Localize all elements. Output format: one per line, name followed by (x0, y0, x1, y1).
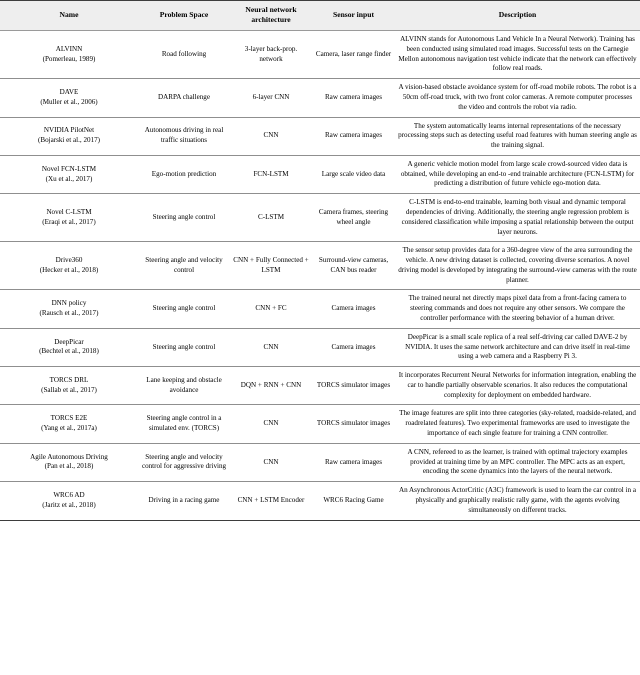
cell-description (395, 367, 640, 405)
cell-name (0, 242, 138, 290)
cell-architecture: CNN + Fully Connected + LSTM (230, 242, 312, 290)
cell-architecture: CNN (230, 117, 312, 155)
cell-name (0, 290, 138, 328)
cell-description (395, 328, 640, 366)
cell-sensor-input: TORCS simulator images (312, 405, 395, 443)
cell-problem-space: DARPA challenge (138, 79, 230, 117)
system-citation: (Xu et al., 2017) (45, 174, 93, 183)
cell-sensor-input: Raw camera images (312, 79, 395, 117)
system-name: DeepPicar (54, 337, 84, 346)
cell-sensor-input: Surround-view cameras, CAN bus reader (312, 242, 395, 290)
cell-sensor-input: WRC6 Racing Game (312, 482, 395, 520)
system-citation: (Hecker et al., 2018) (39, 265, 99, 274)
cell-problem-space: Ego-motion prediction (138, 155, 230, 193)
system-name: Agile Autonomous Driving (30, 452, 108, 461)
column-header-description: Description (395, 1, 640, 31)
system-name: WRC6 AD (53, 491, 85, 500)
cell-sensor-input: Camera images (312, 328, 395, 366)
table-row (0, 117, 640, 155)
header-row (0, 1, 640, 31)
table-row (0, 482, 640, 520)
column-header-problem-space: Problem Space (138, 1, 230, 31)
system-name: ALVINN (55, 44, 83, 53)
system-citation: (Bechtel et al., 2018) (39, 347, 99, 356)
cell-architecture: CNN + FC (230, 290, 312, 328)
cell-sensor-input: Raw camera images (312, 117, 395, 155)
cell-architecture: CNN + LSTM Encoder (230, 482, 312, 520)
cell-description (395, 117, 640, 155)
system-citation: (Yang et al., 2017a) (41, 424, 97, 433)
column-header-architecture: Neural network architecture (230, 1, 312, 31)
cell-problem-space: Steering angle and velocity control (138, 242, 230, 290)
cell-architecture: CNN (230, 328, 312, 366)
cell-problem-space: Steering angle control (138, 328, 230, 366)
cell-name (0, 194, 138, 242)
table-header (0, 1, 640, 31)
description-text: A generic vehicle motion model from large scale crowd-sourced video data is obtained, while developing an end-to -end trainable architecture (FCN-LSTM) for predicting a distribution of future vehicle ego-motion data. (400, 159, 635, 188)
cell-architecture: 6-layer CNN (230, 79, 312, 117)
cell-description (395, 79, 640, 117)
system-citation: (Jaritz et al., 2018) (42, 500, 96, 509)
table-row (0, 242, 640, 290)
table-row (0, 79, 640, 117)
column-header-name: Name (0, 1, 138, 31)
cell-architecture: DQN + RNN + CNN (230, 367, 312, 405)
description-text: A vision-based obstacle avoidance system for off-road mobile robots. The robot is a 50cm off-road truck, with two front color cameras. A remote computer processes the video and controls the robot via radio. (398, 83, 637, 111)
cell-description (395, 290, 640, 328)
description-text: It incorporates Recurrent Neural Networks for information integration, enabling the car to handle partially observable scenarios. It also reduces the computational complexity for deployment on embedded hardware. (398, 371, 637, 399)
table-row (0, 194, 640, 242)
description-text: The system automatically learns internal representations of the necessary processing steps such as detecting useful road features with human steering angle as the training signal. (398, 121, 637, 150)
system-name: DAVE (59, 88, 79, 97)
table-body (0, 31, 640, 520)
cell-description (395, 482, 640, 520)
system-name: DNN policy (51, 299, 87, 308)
system-citation: (Sallab et al., 2017) (41, 385, 97, 394)
cell-description (395, 405, 640, 443)
description-text: An Asynchronous ActorCritic (A3C) framework is used to learn the car control in a physically and graphically realistic rally game, with the agents evolving simultaneously on different tracks. (399, 486, 636, 514)
system-name: TORCS DRL (49, 376, 89, 385)
cell-problem-space: Autonomous driving in real traffic situations (138, 117, 230, 155)
cell-sensor-input: Raw camera images (312, 443, 395, 481)
table-row (0, 31, 640, 79)
system-name: Novel C-LSTM (46, 207, 92, 216)
table-row (0, 405, 640, 443)
cell-problem-space: Steering angle control (138, 290, 230, 328)
cell-description (395, 31, 640, 79)
cell-problem-space: Driving in a racing game (138, 482, 230, 520)
cell-problem-space: Road following (138, 31, 230, 79)
column-header-sensor-input: Sensor input (312, 1, 395, 31)
system-citation: (Bojarski et al., 2017) (37, 136, 101, 145)
system-name: Drive360 (55, 256, 83, 265)
table-row (0, 290, 640, 328)
system-citation: (Pomerleau, 1989) (42, 54, 96, 63)
cell-sensor-input: Camera, laser range finder (312, 31, 395, 79)
cell-architecture: C-LSTM (230, 194, 312, 242)
cell-name (0, 405, 138, 443)
cell-description (395, 194, 640, 242)
cell-architecture: CNN (230, 443, 312, 481)
cell-description (395, 443, 640, 481)
cell-problem-space: Lane keeping and obstacle avoidance (138, 367, 230, 405)
cell-sensor-input: Camera frames, steering wheel angle (312, 194, 395, 242)
cell-sensor-input: Large scale video data (312, 155, 395, 193)
cell-name (0, 328, 138, 366)
description-text: ALVINN stands for Autonomous Land Vehicle In a Neural Network). Training has been conducted using simulated road images. Successful tests on the Carnegie Mellon autonomous navigation test vehicle indicate that the network can effectively follow real roads. (398, 35, 637, 73)
system-citation: (Pan et al., 2018) (44, 462, 94, 471)
system-citation: (Rausch et al., 2017) (39, 309, 99, 318)
cell-sensor-input: Camera images (312, 290, 395, 328)
table-row (0, 443, 640, 481)
description-text: The sensor setup provides data for a 360-degree view of the area surrounding the vehicle. A new driving dataset is collected, covering diverse scenarios. A novel driving model is developed by integrating the surround-view cameras with the route planner. (398, 246, 637, 284)
description-text: A CNN, refereed to as the learner, is trained with optimal trajectory examples provided at training time by an MPC controller. The MPC acts as an expert, encoding the scene dynamics into the layers of the neural network. (407, 447, 628, 476)
cell-sensor-input: TORCS simulator images (312, 367, 395, 405)
table-row (0, 328, 640, 366)
description-text: DeepPicar is a small scale replica of a real self-driving car called DAVE-2 by NVIDIA. It uses the same network architecture and can drive itself in real-time using a web camera and a Raspberry Pi 3. (405, 332, 630, 361)
system-name: TORCS E2E (50, 414, 88, 423)
system-citation: (Eraqi et al., 2017) (42, 217, 96, 226)
cell-problem-space: Steering angle control (138, 194, 230, 242)
description-text: The image features are split into three categories (sky-related, roadside-related, and roadrelated features). Two experimental frameworks are used to investigate the importance of each single feature for training a CNN controller. (399, 409, 636, 438)
cell-name (0, 117, 138, 155)
cell-description (395, 155, 640, 193)
cell-architecture: 3-layer back-prop. network (230, 31, 312, 79)
cell-name (0, 443, 138, 481)
table-row (0, 367, 640, 405)
cell-name (0, 31, 138, 79)
system-citation: (Muller et al., 2006) (40, 97, 98, 106)
cell-problem-space: Steering angle control in a simulated env. (TORCS) (138, 405, 230, 443)
cell-name (0, 367, 138, 405)
system-name: Novel FCN-LSTM (41, 164, 97, 173)
cell-architecture: CNN (230, 405, 312, 443)
cell-problem-space: Steering angle and velocity control for aggressive driving (138, 443, 230, 481)
description-text: The trained neural net directly maps pixel data from a front-facing camera to steering commands and does not require any other sensors. We compare the controller performance with the steering behavior of a human driver. (408, 294, 627, 322)
cell-name (0, 155, 138, 193)
table-row (0, 155, 640, 193)
cell-description (395, 242, 640, 290)
cell-name (0, 482, 138, 520)
description-text: C-LSTM is end-to-end trainable, learning both visual and dynamic temporal dependencies of driving. Additionally, the steering angle regression problem is considered classification while imposing a spatial relationship between the output layer neurons. (401, 198, 634, 236)
cell-architecture: FCN-LSTM (230, 155, 312, 193)
system-name: NVIDIA PilotNet (43, 126, 95, 135)
cell-name (0, 79, 138, 117)
